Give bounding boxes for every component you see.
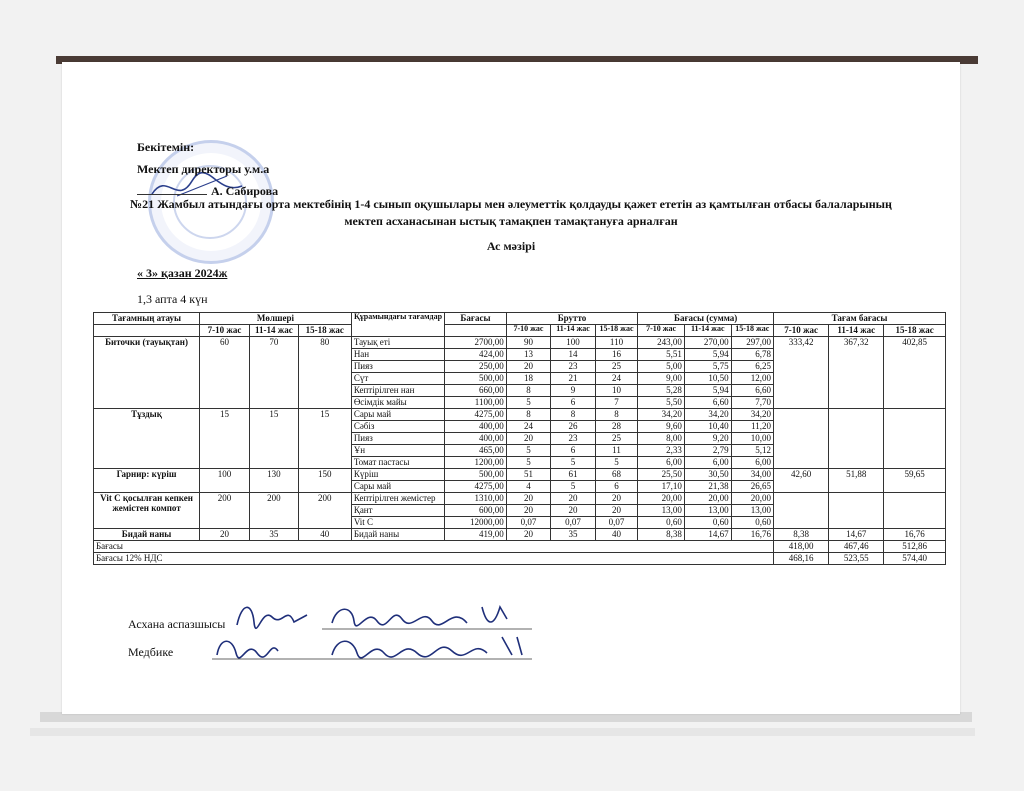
gross-cell: 16 [595, 349, 637, 361]
table-row [94, 469, 946, 481]
gross-cell: 6 [595, 481, 637, 493]
summary-label: Бағасы [94, 541, 774, 553]
sum-cell: 0,60 [731, 517, 773, 529]
gross-cell: 20 [551, 505, 596, 517]
amount-cell: 150 [298, 469, 351, 493]
header-age-col: 11-14 жас [684, 325, 731, 337]
gross-cell: 7 [595, 397, 637, 409]
gross-cell: 10 [595, 385, 637, 397]
ingredient-cell: Нан [351, 349, 444, 361]
menu-table [93, 312, 946, 565]
price-cell: 424,00 [445, 349, 507, 361]
summary-value: 468,16 [774, 553, 829, 565]
ingredient-cell: Пияз [351, 433, 444, 445]
ingredient-cell: Ұн [351, 445, 444, 457]
sum-cell: 16,76 [731, 529, 773, 541]
dish-name-cell: Vit С қосылған кепкен жемістен компот [94, 493, 200, 529]
sum-cell: 243,00 [638, 337, 685, 349]
ingredient-cell: Қант [351, 505, 444, 517]
gross-cell: 28 [595, 421, 637, 433]
gross-cell: 20 [551, 493, 596, 505]
gross-cell: 6 [551, 397, 596, 409]
header-price: Бағасы [445, 313, 507, 325]
sum-cell: 0,60 [684, 517, 731, 529]
price-cell: 400,00 [445, 433, 507, 445]
dish-price-cell: 333,42 [774, 337, 829, 409]
price-cell: 4275,00 [445, 409, 507, 421]
gross-cell: 24 [595, 373, 637, 385]
ingredient-cell: Томат пастасы [351, 457, 444, 469]
sum-cell: 9,00 [638, 373, 685, 385]
gross-cell: 5 [551, 457, 596, 469]
amount-cell: 130 [249, 469, 298, 493]
ingredient-cell: Бидай наны [351, 529, 444, 541]
header-price-sum: Бағасы (сумма) [638, 313, 774, 325]
summary-label: Бағасы 12% НДС [94, 553, 774, 565]
amount-cell: 100 [200, 469, 250, 493]
gross-cell: 18 [506, 373, 551, 385]
sum-cell: 9,20 [684, 433, 731, 445]
header-age-col: 7-10 жас [638, 325, 685, 337]
summary-value: 418,00 [774, 541, 829, 553]
table-row [94, 493, 946, 505]
header-age-col: 11-14 жас [249, 325, 298, 337]
amount-cell: 20 [200, 529, 250, 541]
gross-cell: 40 [595, 529, 637, 541]
sum-cell: 6,60 [731, 385, 773, 397]
dish-price-cell [774, 493, 829, 529]
sum-cell: 20,00 [638, 493, 685, 505]
header-amount: Мөлшері [200, 313, 352, 325]
gross-cell: 0,07 [595, 517, 637, 529]
amount-cell: 70 [249, 337, 298, 409]
gross-cell: 68 [595, 469, 637, 481]
header-age-col: 7-10 жас [506, 325, 551, 337]
gross-cell: 14 [551, 349, 596, 361]
sum-cell: 6,60 [684, 397, 731, 409]
gross-cell: 90 [506, 337, 551, 349]
sum-cell: 20,00 [684, 493, 731, 505]
dish-price-cell: 8,38 [774, 529, 829, 541]
price-cell: 419,00 [445, 529, 507, 541]
gross-cell: 8 [551, 409, 596, 421]
header-dish-price: Тағам бағасы [774, 313, 946, 325]
price-cell: 250,00 [445, 361, 507, 373]
sum-cell: 5,94 [684, 349, 731, 361]
ingredient-cell: Күріш [351, 469, 444, 481]
dish-price-cell [884, 409, 946, 469]
sum-cell: 20,00 [731, 493, 773, 505]
sum-cell: 10,40 [684, 421, 731, 433]
sum-cell: 12,00 [731, 373, 773, 385]
gross-cell: 20 [506, 493, 551, 505]
title-line-1: №21 Жамбыл атындағы орта мектебінің 1-4 сынып оқушылары мен әлеуметтік қолдауды қажет ететін аз қамтылған отбасы балаларының [130, 197, 892, 211]
ingredient-cell: Пияз [351, 361, 444, 373]
sum-cell: 270,00 [684, 337, 731, 349]
summary-value: 512,86 [884, 541, 946, 553]
ingredient-cell: Сары май [351, 481, 444, 493]
header-age-col: 7-10 жас [774, 325, 829, 337]
gross-cell: 23 [551, 361, 596, 373]
amount-cell: 200 [249, 493, 298, 529]
sum-cell: 6,00 [638, 457, 685, 469]
sum-cell: 5,50 [638, 397, 685, 409]
dish-price-cell [829, 409, 884, 469]
gross-cell: 110 [595, 337, 637, 349]
sum-cell: 297,00 [731, 337, 773, 349]
sum-cell: 10,50 [684, 373, 731, 385]
gross-cell: 5 [551, 481, 596, 493]
amount-cell: 15 [200, 409, 250, 469]
menu-table-body [94, 337, 946, 565]
gross-cell: 0,07 [506, 517, 551, 529]
document-title [82, 196, 940, 255]
gross-cell: 20 [595, 493, 637, 505]
sum-cell: 8,00 [638, 433, 685, 445]
summary-row [94, 541, 946, 553]
gross-cell: 20 [506, 505, 551, 517]
menu-date: « 3» қазан 2024ж [137, 266, 228, 280]
dish-price-cell: 402,85 [884, 337, 946, 409]
sum-cell: 5,12 [731, 445, 773, 457]
approval-title: Бекітемін: [137, 140, 195, 154]
sum-cell: 13,00 [638, 505, 685, 517]
amount-cell: 35 [249, 529, 298, 541]
gross-cell: 8 [506, 385, 551, 397]
sum-cell: 10,00 [731, 433, 773, 445]
price-cell: 500,00 [445, 373, 507, 385]
gross-cell: 5 [506, 457, 551, 469]
dish-name-cell: Бидай наны [94, 529, 200, 541]
header-age-col: 7-10 жас [200, 325, 250, 337]
sum-cell: 9,60 [638, 421, 685, 433]
amount-cell: 15 [249, 409, 298, 469]
nurse-label: Медбике [128, 645, 174, 659]
week-day: 1,3 апта 4 күн [137, 292, 208, 306]
header-gross: Брутто [506, 313, 638, 325]
sum-cell: 5,94 [684, 385, 731, 397]
header-ingredients: Құрамындағы тағамдар [351, 313, 444, 337]
sum-cell: 8,38 [638, 529, 685, 541]
gross-cell: 9 [551, 385, 596, 397]
price-cell: 465,00 [445, 445, 507, 457]
approval-name: А. Сабирова [211, 184, 279, 198]
sum-cell: 13,00 [731, 505, 773, 517]
gross-cell: 20 [506, 529, 551, 541]
dish-name-cell: Тұздық [94, 409, 200, 469]
sum-cell: 14,67 [684, 529, 731, 541]
approval-position: Мектеп директоры у.м.а [137, 162, 270, 176]
ingredient-cell: Сүт [351, 373, 444, 385]
summary-value: 467,46 [829, 541, 884, 553]
header-age-col: 15-18 жас [298, 325, 351, 337]
header-age-col: 15-18 жас [595, 325, 637, 337]
title-line-2: мектеп асханасынан ыстық тамақпен тамақтануға арналған [344, 214, 678, 228]
nurse-signature [212, 627, 542, 665]
gross-cell: 20 [506, 433, 551, 445]
amount-cell: 40 [298, 529, 351, 541]
gross-cell: 25 [595, 433, 637, 445]
sum-cell: 25,50 [638, 469, 685, 481]
sum-cell: 5,28 [638, 385, 685, 397]
gross-cell: 0,07 [551, 517, 596, 529]
gross-cell: 51 [506, 469, 551, 481]
sum-cell: 2,33 [638, 445, 685, 457]
sum-cell: 5,75 [684, 361, 731, 373]
price-cell: 2700,00 [445, 337, 507, 349]
dish-price-cell: 51,88 [829, 469, 884, 493]
sum-cell: 5,51 [638, 349, 685, 361]
sum-cell: 0,60 [638, 517, 685, 529]
gross-cell: 11 [595, 445, 637, 457]
dish-name-cell: Гарнир: күріш [94, 469, 200, 493]
table-row [94, 409, 946, 421]
sum-cell: 34,00 [731, 469, 773, 481]
sum-cell: 34,20 [731, 409, 773, 421]
summary-row [94, 553, 946, 565]
sum-cell: 6,00 [684, 457, 731, 469]
dish-price-cell: 59,65 [884, 469, 946, 493]
ingredient-cell: Сәбіз [351, 421, 444, 433]
header-age-col: 15-18 жас [884, 325, 946, 337]
gross-cell: 5 [595, 457, 637, 469]
menu-heading: Ас мәзірі [486, 239, 536, 253]
sum-cell: 13,00 [684, 505, 731, 517]
gross-cell: 24 [506, 421, 551, 433]
price-cell: 1100,00 [445, 397, 507, 409]
sum-cell: 5,00 [638, 361, 685, 373]
header-dish: Тағамның атауы [94, 313, 200, 325]
dish-price-cell [829, 493, 884, 529]
ingredient-cell: Тауық еті [351, 337, 444, 349]
sum-cell: 6,78 [731, 349, 773, 361]
gross-cell: 21 [551, 373, 596, 385]
gross-cell: 20 [506, 361, 551, 373]
dish-name-cell: Биточки (тауықтан) [94, 337, 200, 409]
header-age-col: 15-18 жас [731, 325, 773, 337]
sum-cell: 26,65 [731, 481, 773, 493]
gross-cell: 8 [506, 409, 551, 421]
ingredient-cell: Кептірілген жемістер [351, 493, 444, 505]
sum-cell: 17,10 [638, 481, 685, 493]
ingredient-cell: Кептірілген нан [351, 385, 444, 397]
sum-cell: 6,00 [731, 457, 773, 469]
sum-cell: 21,38 [684, 481, 731, 493]
sum-cell: 7,70 [731, 397, 773, 409]
table-row [94, 529, 946, 541]
price-cell: 4275,00 [445, 481, 507, 493]
gross-cell: 5 [506, 445, 551, 457]
price-cell: 660,00 [445, 385, 507, 397]
header-age-col: 11-14 жас [551, 325, 596, 337]
gross-cell: 61 [551, 469, 596, 481]
price-cell: 500,00 [445, 469, 507, 481]
dish-price-cell: 16,76 [884, 529, 946, 541]
gross-cell: 100 [551, 337, 596, 349]
price-cell: 1310,00 [445, 493, 507, 505]
ingredient-cell: Vit C [351, 517, 444, 529]
header-age-col: 11-14 жас [829, 325, 884, 337]
gross-cell: 20 [595, 505, 637, 517]
dish-price-cell: 42,60 [774, 469, 829, 493]
gross-cell: 4 [506, 481, 551, 493]
dish-price-cell: 367,32 [829, 337, 884, 409]
sum-cell: 11,20 [731, 421, 773, 433]
gross-cell: 5 [506, 397, 551, 409]
cook-label: Асхана аспазшысы [128, 617, 226, 631]
approval-block [137, 136, 278, 202]
amount-cell: 15 [298, 409, 351, 469]
table-row [94, 337, 946, 349]
sum-cell: 6,25 [731, 361, 773, 373]
paper-stack-edge [30, 728, 975, 736]
dish-price-cell [884, 493, 946, 529]
dish-price-cell [774, 409, 829, 469]
summary-value: 523,55 [829, 553, 884, 565]
ingredient-cell: Өсімдік майы [351, 397, 444, 409]
dish-price-cell: 14,67 [829, 529, 884, 541]
amount-cell: 200 [298, 493, 351, 529]
sum-cell: 2,79 [684, 445, 731, 457]
gross-cell: 26 [551, 421, 596, 433]
ingredient-cell: Сары май [351, 409, 444, 421]
gross-cell: 13 [506, 349, 551, 361]
price-cell: 12000,00 [445, 517, 507, 529]
sum-cell: 34,20 [638, 409, 685, 421]
amount-cell: 200 [200, 493, 250, 529]
gross-cell: 25 [595, 361, 637, 373]
price-cell: 600,00 [445, 505, 507, 517]
gross-cell: 8 [595, 409, 637, 421]
gross-cell: 23 [551, 433, 596, 445]
gross-cell: 35 [551, 529, 596, 541]
summary-value: 574,40 [884, 553, 946, 565]
gross-cell: 6 [551, 445, 596, 457]
document-page [62, 62, 960, 714]
amount-cell: 80 [298, 337, 351, 409]
price-cell: 400,00 [445, 421, 507, 433]
price-cell: 1200,00 [445, 457, 507, 469]
amount-cell: 60 [200, 337, 250, 409]
sum-cell: 34,20 [684, 409, 731, 421]
sum-cell: 30,50 [684, 469, 731, 481]
